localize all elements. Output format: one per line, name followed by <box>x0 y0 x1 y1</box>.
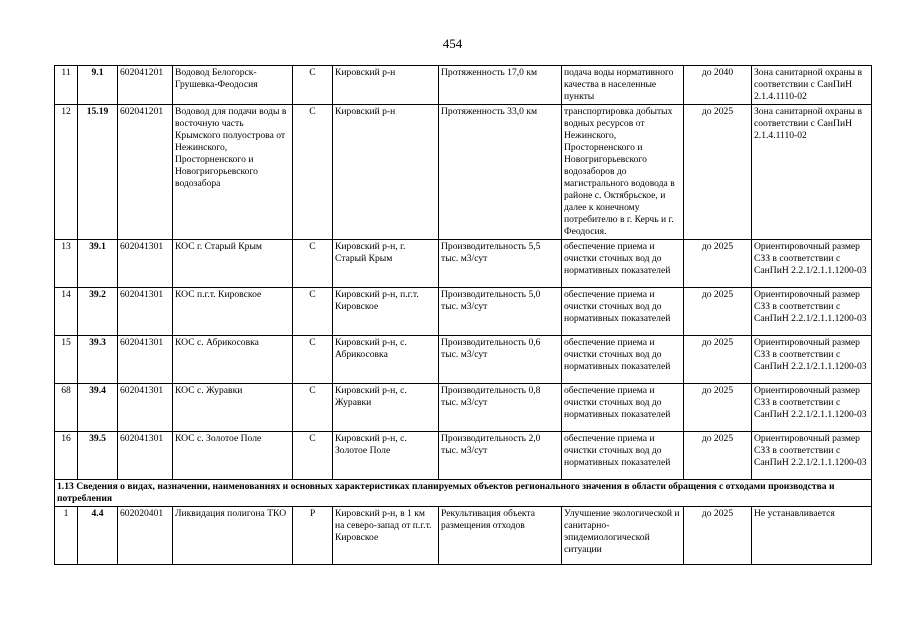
object-characteristics: Производительность 0,6 тыс. м3/сут <box>439 336 562 384</box>
object-code: 39.2 <box>78 288 118 336</box>
row-number: 14 <box>55 288 78 336</box>
object-zone: Ориентировочный размер СЗЗ в соответствии с СанПиН 2.2.1/2.1.1.1200-03 <box>752 384 872 432</box>
object-category: С <box>293 336 333 384</box>
object-purpose: подача воды нормативного качества в населенные пункты <box>562 66 684 105</box>
object-location: Кировский р-н, в 1 км на северо-запад от п.г.т. Кировское <box>333 507 439 565</box>
object-category: Р <box>293 507 333 565</box>
object-code: 9.1 <box>78 66 118 105</box>
object-id: 602041301 <box>118 288 173 336</box>
section-row <box>55 480 872 507</box>
object-purpose: обеспечение приема и очистки сточных вод до нормативных показателей <box>562 288 684 336</box>
object-id: 602041301 <box>118 336 173 384</box>
object-term: до 2025 <box>684 105 752 240</box>
section-title: 1.13 Сведения о видах, назначении, наименованиях и основных характеристиках планируемых объектов регионального значения в области обращения с отходами производства и потребления <box>55 480 872 507</box>
object-zone: Ориентировочный размер СЗЗ в соответствии с СанПиН 2.2.1/2.1.1.1200-03 <box>752 288 872 336</box>
object-zone: Зона санитарной охраны в соответствии с СанПиН 2.1.4.1110-02 <box>752 105 872 240</box>
object-code: 39.4 <box>78 384 118 432</box>
object-name: КОС г. Старый Крым <box>173 240 293 288</box>
table-row <box>55 105 872 240</box>
object-purpose: транспортировка добытых водных ресурсов от Нежинского, Просторненского и Новогригорьевского водозаборов до магистрального водовода в районе с. Октябрьское, и далее к конечному потребителю в г. Керчь и г. Феодосия. <box>562 105 684 240</box>
object-zone: Ориентировочный размер СЗЗ в соответствии с СанПиН 2.2.1/2.1.1.1200-03 <box>752 432 872 480</box>
object-id: 602020401 <box>118 507 173 565</box>
row-number: 13 <box>55 240 78 288</box>
object-term: до 2025 <box>684 432 752 480</box>
object-characteristics: Протяженность 17,0 км <box>439 66 562 105</box>
object-term: до 2040 <box>684 66 752 105</box>
object-location: Кировский р-н, п.г.т. Кировское <box>333 288 439 336</box>
object-zone: Не устанавливается <box>752 507 872 565</box>
row-number: 12 <box>55 105 78 240</box>
object-name: КОС с. Журавки <box>173 384 293 432</box>
object-purpose: обеспечение приема и очистки сточных вод до нормативных показателей <box>562 384 684 432</box>
object-location: Кировский р-н, с. Золотое Поле <box>333 432 439 480</box>
object-characteristics: Производительность 0,8 тыс. м3/сут <box>439 384 562 432</box>
object-category: С <box>293 105 333 240</box>
object-id: 602041201 <box>118 105 173 240</box>
object-id: 602041201 <box>118 66 173 105</box>
page-number: 454 <box>442 36 463 51</box>
object-id: 602041301 <box>118 432 173 480</box>
object-zone: Ориентировочный размер СЗЗ в соответствии с СанПиН 2.2.1/2.1.1.1200-03 <box>752 336 872 384</box>
object-id: 602041301 <box>118 240 173 288</box>
object-term: до 2025 <box>684 507 752 565</box>
object-purpose: Улучшение экологической и санитарно-эпидемиологической ситуации <box>562 507 684 565</box>
row-number: 68 <box>55 384 78 432</box>
table-row <box>55 66 872 105</box>
object-characteristics: Рекультивация объекта размещения отходов <box>439 507 562 565</box>
object-location: Кировский р-н, г. Старый Крым <box>333 240 439 288</box>
object-characteristics: Производительность 5,0 тыс. м3/сут <box>439 288 562 336</box>
object-zone: Ориентировочный размер СЗЗ в соответствии с СанПиН 2.2.1/2.1.1.1200-03 <box>752 240 872 288</box>
object-code: 39.3 <box>78 336 118 384</box>
object-zone: Зона санитарной охраны в соответствии с СанПиН 2.1.4.1110-02 <box>752 66 872 105</box>
object-name: Ликвидация полигона ТКО <box>173 507 293 565</box>
row-number: 1 <box>55 507 78 565</box>
object-code: 39.1 <box>78 240 118 288</box>
object-characteristics: Производительность 5,5 тыс. м3/сут <box>439 240 562 288</box>
object-code: 15.19 <box>78 105 118 240</box>
object-location: Кировский р-н, с. Абрикосовка <box>333 336 439 384</box>
object-location: Кировский р-н, с. Журавки <box>333 384 439 432</box>
object-name: КОС п.г.т. Кировское <box>173 288 293 336</box>
row-number: 11 <box>55 66 78 105</box>
object-purpose: обеспечение приема и очистки сточных вод до нормативных показателей <box>562 432 684 480</box>
table-row <box>55 507 872 565</box>
table-row <box>55 336 872 384</box>
object-category: С <box>293 66 333 105</box>
object-name: Водовод Белогорск-Грушевка-Феодосия <box>173 66 293 105</box>
object-name: Водовод для подачи воды в восточную часть Крымского полуострова от Нежинского, Просторненского и Новогригорьевского водозабора <box>173 105 293 240</box>
object-purpose: обеспечение приема и очистки сточных вод до нормативных показателей <box>562 240 684 288</box>
table-row <box>55 288 872 336</box>
object-code: 39.5 <box>78 432 118 480</box>
object-location: Кировский р-н <box>333 105 439 240</box>
table-row <box>55 384 872 432</box>
object-characteristics: Производительность 2,0 тыс. м3/сут <box>439 432 562 480</box>
object-term: до 2025 <box>684 384 752 432</box>
object-category: С <box>293 384 333 432</box>
object-term: до 2025 <box>684 240 752 288</box>
object-location: Кировский р-н <box>333 66 439 105</box>
table-body <box>55 66 872 565</box>
object-purpose: обеспечение приема и очистки сточных вод до нормативных показателей <box>562 336 684 384</box>
objects-table <box>54 65 872 565</box>
row-number: 15 <box>55 336 78 384</box>
object-name: КОС с. Золотое Поле <box>173 432 293 480</box>
object-category: С <box>293 432 333 480</box>
table-row <box>55 240 872 288</box>
object-name: КОС с. Абрикосовка <box>173 336 293 384</box>
object-id: 602041301 <box>118 384 173 432</box>
object-category: С <box>293 240 333 288</box>
object-category: С <box>293 288 333 336</box>
object-characteristics: Протяженность 33,0 км <box>439 105 562 240</box>
object-term: до 2025 <box>684 288 752 336</box>
object-term: до 2025 <box>684 336 752 384</box>
object-code: 4.4 <box>78 507 118 565</box>
table-row <box>55 432 872 480</box>
row-number: 16 <box>55 432 78 480</box>
